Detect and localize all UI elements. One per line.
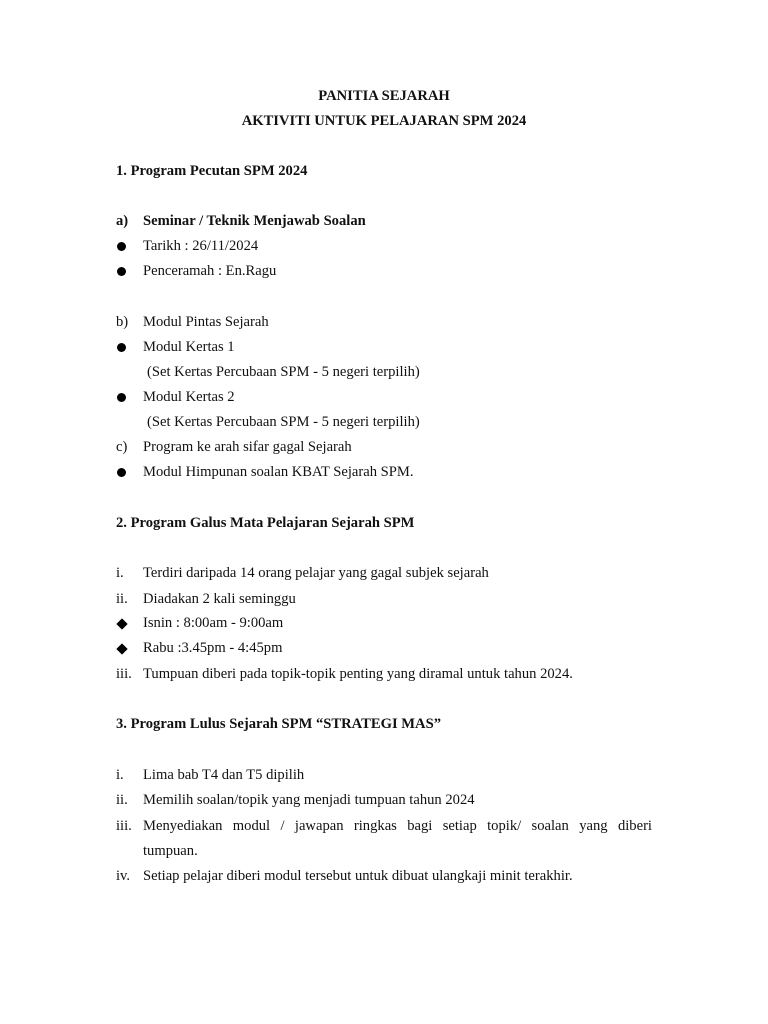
section3-item-marker: iii. (116, 818, 132, 834)
section2-item-text: Tumpuan diberi pada topik-topik penting yang diramal untuk tahun 2024. (143, 666, 573, 682)
section2-item-text: Terdiri daripada 14 orang pelajar yang gagal subjek sejarah (143, 565, 489, 581)
section2-schedule-monday: Isnin : 8:00am - 9:00am (143, 615, 284, 631)
section3-item-marker: i. (116, 767, 124, 783)
diamond-bullet-icon (116, 643, 127, 654)
bullet-icon (117, 468, 126, 477)
bullet-icon (117, 393, 126, 402)
section1-b-bullet1-note: (Set Kertas Percubaan SPM - 5 negeri terpilih) (147, 364, 420, 380)
section1-c-text: Program ke arah sifar gagal Sejarah (143, 439, 352, 455)
section3-item-marker: ii. (116, 792, 128, 808)
section1-a-bullet-speaker: Penceramah : En.Ragu (143, 263, 277, 279)
section2-item-marker: ii. (116, 591, 128, 607)
section2-item-marker: iii. (116, 666, 132, 682)
section1-c-marker: c) (116, 439, 128, 455)
section1-b-text: Modul Pintas Sejarah (143, 314, 269, 330)
section1-a-text: Seminar / Teknik Menjawab Soalan (143, 213, 366, 229)
section2-title: 2. Program Galus Mata Pelajaran Sejarah SPM (116, 515, 415, 531)
section2-item-marker: i. (116, 565, 124, 581)
section3-item-text: Lima bab T4 dan T5 dipilih (143, 767, 305, 783)
section3-item-text: Setiap pelajar diberi modul tersebut untuk dibuat ulangkaji minit terakhir. (143, 868, 573, 884)
bullet-icon (117, 267, 126, 276)
section3-item-text: Menyediakan modul / jawapan ringkas bagi setiap topik/ soalan yang diberi (143, 818, 652, 834)
bullet-icon (117, 242, 126, 251)
section1-title: 1. Program Pecutan SPM 2024 (116, 163, 308, 179)
section1-b-bullet2: Modul Kertas 2 (143, 389, 235, 405)
section1-b-bullet2-note: (Set Kertas Percubaan SPM - 5 negeri terpilih) (147, 414, 420, 430)
section2-item-text: Diadakan 2 kali seminggu (143, 591, 296, 607)
section3-item-text: Memilih soalan/topik yang menjadi tumpuan tahun 2024 (143, 792, 475, 808)
header-subtitle: AKTIVITI UNTUK PELAJARAN SPM 2024 (241, 113, 527, 129)
section1-b-marker: b) (116, 314, 129, 330)
section1-c-bullet: Modul Himpunan soalan KBAT Sejarah SPM. (143, 464, 414, 480)
section2-schedule-wednesday: Rabu :3.45pm - 4:45pm (143, 640, 283, 656)
section1-b-bullet1: Modul Kertas 1 (143, 339, 235, 355)
header-title: PANITIA SEJARAH (318, 88, 450, 104)
bullet-icon (117, 343, 126, 352)
section3-item-continuation: tumpuan. (143, 843, 198, 859)
diamond-bullet-icon (116, 618, 127, 629)
section3-title: 3. Program Lulus Sejarah SPM “STRATEGI MAS” (116, 716, 442, 732)
section1-a-bullet-date: Tarikh : 26/11/2024 (143, 238, 259, 254)
section1-a-marker: a) (116, 213, 129, 229)
section3-item-marker: iv. (116, 868, 131, 884)
